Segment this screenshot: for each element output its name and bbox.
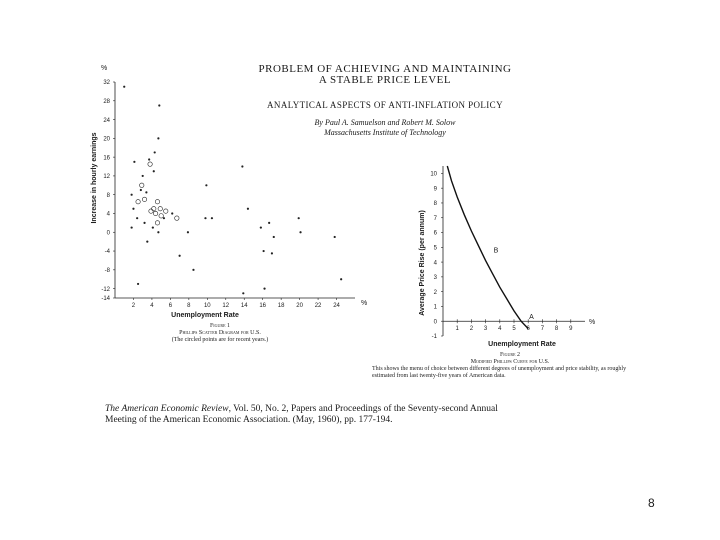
figure-2-caption: [372, 352, 648, 380]
figure-1-caption: [140, 323, 300, 344]
scatter-point: [131, 226, 133, 228]
curve-point-label: A: [529, 314, 534, 322]
circled-scatter-point: [140, 183, 144, 187]
figure-2-note: This shows the menu of choice between different degrees of unemployment and price stability, as roughly estimated from last twenty-five years of American data.: [372, 366, 627, 379]
circled-scatter-point: [136, 200, 140, 204]
scatter-point: [140, 189, 142, 191]
scatter-point: [153, 170, 155, 172]
scatter-point: [132, 208, 134, 210]
y-tick-label: -14: [101, 296, 110, 303]
scatter-point: [187, 231, 189, 233]
y-tick-label: 2: [433, 289, 437, 296]
scatter-point: [260, 226, 262, 228]
x-axis-title: Unemployment Rate: [171, 312, 239, 319]
x-unit-label: %: [361, 300, 368, 307]
circled-scatter-point: [175, 216, 179, 220]
page-number: 8: [648, 496, 655, 510]
scatter-point: [157, 231, 159, 233]
scatter-point: [211, 217, 213, 219]
figure-2-label: Figure 2: [499, 352, 521, 358]
scatter-point: [152, 226, 154, 228]
y-tick-label: -8: [104, 268, 110, 275]
y-tick-label: 24: [103, 117, 110, 124]
x-tick-label: 7: [540, 326, 545, 333]
x-tick-label: 6: [526, 326, 530, 333]
circled-scatter-point: [158, 207, 162, 211]
y-tick-label: -12: [101, 286, 110, 293]
circled-scatter-point: [155, 200, 159, 204]
article-institution: Massachusetts Institute of Technology: [324, 128, 446, 137]
scatter-point: [298, 217, 300, 219]
x-unit-label: %: [589, 319, 596, 327]
circled-scatter-point: [159, 214, 163, 218]
x-tick-label: 20: [296, 303, 303, 309]
y-tick-label: 8: [433, 201, 437, 208]
scatter-point: [145, 191, 147, 193]
article-title-line-2: A STABLE PRICE LEVEL: [318, 74, 452, 86]
x-tick-label: 10: [203, 303, 211, 309]
x-tick-label: 18: [277, 303, 285, 309]
scatter-point: [340, 278, 342, 280]
circled-scatter-point: [142, 197, 146, 201]
scatter-point: [334, 236, 336, 238]
x-tick-label: 4: [150, 303, 154, 309]
scatter-point: [148, 158, 150, 160]
scatter-point: [268, 222, 270, 224]
circled-scatter-point: [164, 209, 168, 213]
y-tick-label: 32: [103, 80, 110, 87]
scatter-point: [204, 217, 206, 219]
article-authors: By Paul A. Samuelson and Robert M. Solow: [314, 118, 456, 127]
circled-scatter-point: [152, 207, 156, 211]
figure-2-title: Modified Phillips Curve for U.S.: [470, 359, 550, 365]
x-tick-label: 24: [333, 303, 340, 309]
y-unit-label: %: [101, 65, 108, 72]
x-tick-label: 9: [569, 326, 573, 333]
scatter-point: [192, 269, 194, 271]
article-title-line-1: PROBLEM OF ACHIEVING AND MAINTAINING: [258, 63, 512, 75]
scatter-point: [136, 217, 138, 219]
circled-scatter-point: [153, 211, 157, 215]
y-tick-label: 10: [430, 171, 437, 178]
scatter-point: [247, 208, 249, 210]
scatter-point: [158, 104, 160, 106]
scatter-point: [171, 212, 173, 214]
y-tick-label: 16: [103, 155, 110, 162]
y-tick-label: -1: [431, 334, 437, 341]
scatter-point: [131, 194, 133, 196]
scatter-point: [157, 137, 159, 139]
x-axis-title: Unemployment Rate: [488, 341, 556, 348]
citation-details: , Vol. 50, No. 2, Papers and Proceedings of the Seventy-second Annual Meeting of the American Economic Association. (May, 1960), pp. 177-194.: [105, 404, 498, 425]
x-tick-label: 1: [455, 326, 459, 333]
y-tick-label: 12: [103, 174, 110, 181]
scatter-point: [133, 161, 135, 163]
scatter-point: [299, 231, 301, 233]
circled-scatter-point: [148, 162, 152, 166]
y-tick-label: 5: [433, 245, 437, 252]
journal-name: The American Economic Review: [105, 404, 229, 414]
y-axis-title: Increase in hourly earnings: [91, 132, 98, 224]
y-axis-title: Average Price Rise (per annum): [419, 210, 426, 316]
y-tick-label: 8: [106, 192, 110, 199]
y-tick-label: 4: [433, 260, 437, 267]
x-tick-label: 22: [314, 303, 322, 309]
figure-1-label: Figure 1: [209, 323, 231, 329]
scatter-point: [154, 151, 156, 153]
y-tick-label: 4: [106, 211, 110, 218]
y-tick-label: 9: [433, 186, 437, 193]
figure-1-note: (The circled points are for recent years.): [171, 337, 269, 343]
circled-scatter-point: [149, 209, 153, 213]
scatter-point: [163, 217, 165, 219]
x-tick-label: 4: [498, 326, 502, 333]
curve-point-label: B: [493, 247, 499, 255]
y-tick-label: 0: [433, 319, 437, 326]
scatter-point: [146, 241, 148, 243]
scatter-point: [273, 236, 275, 238]
y-tick-label: 7: [433, 215, 437, 222]
x-tick-label: 8: [187, 303, 191, 309]
phillips-curve-line: [447, 166, 528, 329]
figure-1-title: Phillips Scatter Diagram for U.S.: [179, 330, 261, 336]
journal-citation: [105, 404, 525, 426]
x-tick-label: 3: [483, 326, 488, 333]
scatter-point: [179, 255, 181, 257]
scatter-point: [142, 175, 144, 177]
scatter-point: [263, 250, 265, 252]
y-tick-label: -4: [104, 249, 110, 256]
scatter-point: [143, 222, 145, 224]
x-tick-label: 8: [554, 326, 559, 333]
y-tick-label: 28: [103, 98, 110, 105]
scatter-point: [123, 86, 125, 88]
scatter-point: [205, 184, 207, 186]
circled-scatter-point: [155, 221, 159, 225]
y-tick-label: 0: [106, 230, 110, 237]
y-tick-label: 20: [103, 136, 110, 143]
article-subtitle: ANALYTICAL ASPECTS OF ANTI-INFLATION POLICY: [267, 100, 503, 110]
x-tick-label: 2: [131, 303, 136, 309]
scatter-point: [242, 292, 244, 294]
x-tick-label: 14: [240, 303, 248, 309]
x-tick-label: 12: [222, 303, 230, 309]
scatter-point: [271, 252, 273, 254]
scatter-point: [137, 283, 139, 285]
y-tick-label: 1: [433, 304, 437, 311]
x-tick-label: 6: [168, 303, 173, 309]
scatter-point: [263, 288, 265, 290]
x-tick-label: 5: [512, 326, 516, 333]
x-tick-label: 16: [259, 303, 267, 309]
y-tick-label: 6: [433, 230, 437, 237]
scatter-point: [241, 165, 243, 167]
x-tick-label: 2: [469, 326, 474, 333]
y-tick-label: 3: [433, 275, 437, 282]
